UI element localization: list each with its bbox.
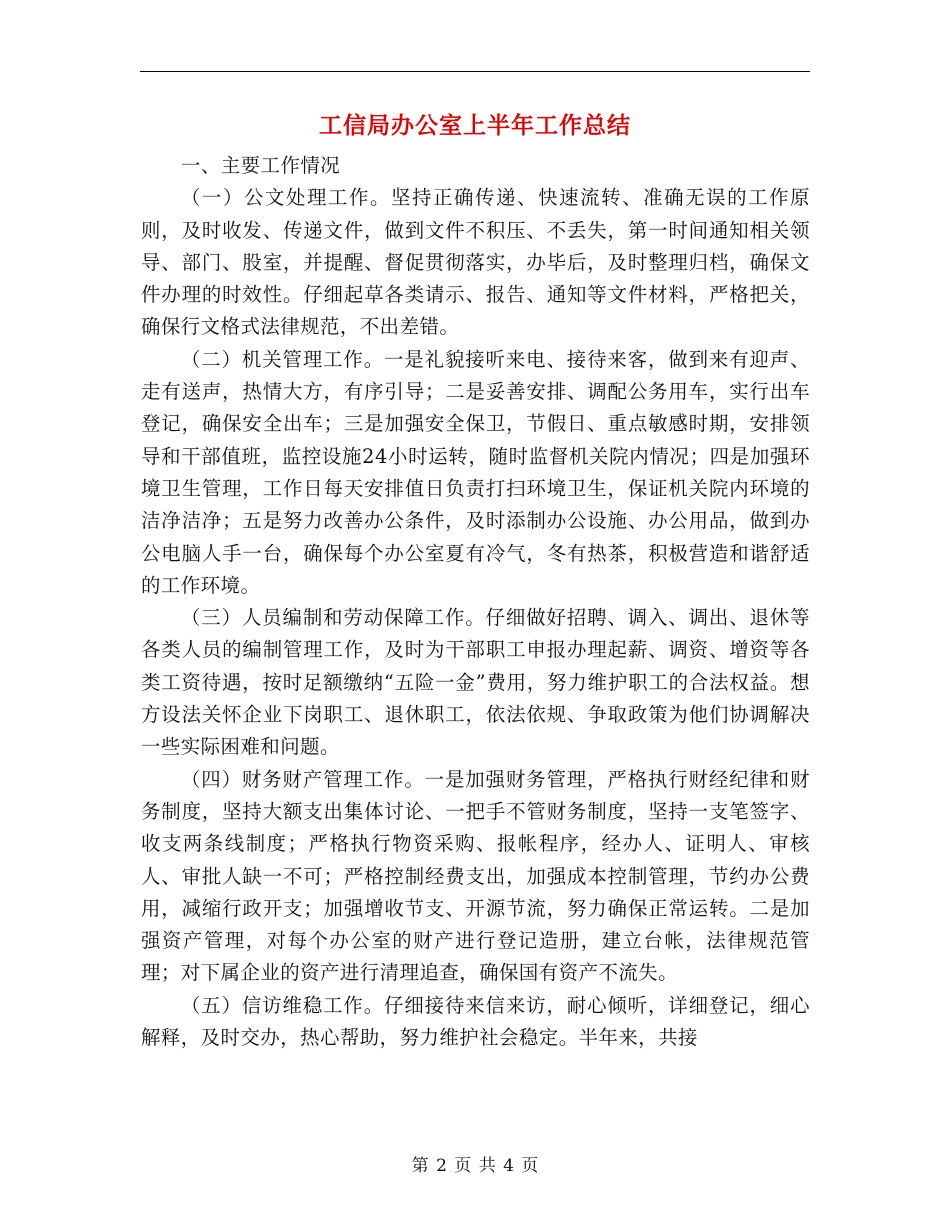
paragraph-1: （一）公文处理工作。坚持正确传递、快速流转、准确无误的工作原则，及时收发、传递文件，做到文件不积压、不丢失，第一时间通知相关领导、部门、股室，并提醒、督促贯彻落实，办毕后，及时整理归档，确保文件办理的时效性。仔细起草各类请示、报告、通知等文件材料，严格把关，确保行文格式法律规范，不出差错。: [141, 186, 810, 339]
paragraph-3: （三）人员编制和劳动保障工作。仔细做好招聘、调入、调出、退休等各类人员的编制管理工作，及时为干部职工申报办理起薪、调资、增资等各类工资待遇，按时足额缴纳“五险一金”费用，努力维护职工的合法权益。想方设法关怀企业下岗职工、退休职工，依法依规、争取政策为他们协调解决一些实际困难和问题。: [141, 606, 810, 759]
paragraph-2: （二）机关管理工作。一是礼貌接听来电、接待来客，做到来有迎声、走有送声，热情大方，有序引导；二是妥善安排、调配公务用车，实行出车登记，确保安全出车；三是加强安全保卫，节假日、重点敏感时期，安排领导和干部值班，监控设施24小时运转，随时监督机关院内情况；四是加强环境卫生管理，工作日每天安排值日负责打扫环境卫生，保证机关院内环境的洁净洁净；五是努力改善办公条件，及时添制办公设施、办公用品，做到办公电脑人手一台，确保每个办公室夏有冷气，冬有热茶，积极营造和谐舒适的工作环境。: [141, 347, 810, 597]
header-rule: [140, 71, 810, 72]
paragraph-5: （五）信访维稳工作。仔细接待来信来访，耐心倾听，详细登记，细心解释，及时交办，热心帮助，努力维护社会稳定。半年来，共接: [141, 993, 810, 1050]
page-number-footer: 第 2 页 共 4 页: [411, 1156, 539, 1176]
paragraph-4: （四）财务财产管理工作。一是加强财务管理，严格执行财经纪律和财务制度，坚持大额支出集体讨论、一把手不管财务制度，坚持一支笔签字、收支两条线制度；严格执行物资采购、报帐程序，经办人、证明人、审核人、审批人缺一不可；严格控制经费支出，加强成本控制管理，节约办公费用，减缩行政开支；加强增收节支、开源节流，努力确保正常运转。二是加强资产管理，对每个办公室的财产进行登记造册，建立台帐，法律规范管理；对下属企业的资产进行清理追查，确保国有资产不流失。: [141, 767, 810, 985]
section-heading: 一、主要工作情况: [181, 154, 341, 177]
document-body: [141, 150, 810, 1054]
document-title: 工信局办公室上半年工作总结: [319, 112, 631, 139]
